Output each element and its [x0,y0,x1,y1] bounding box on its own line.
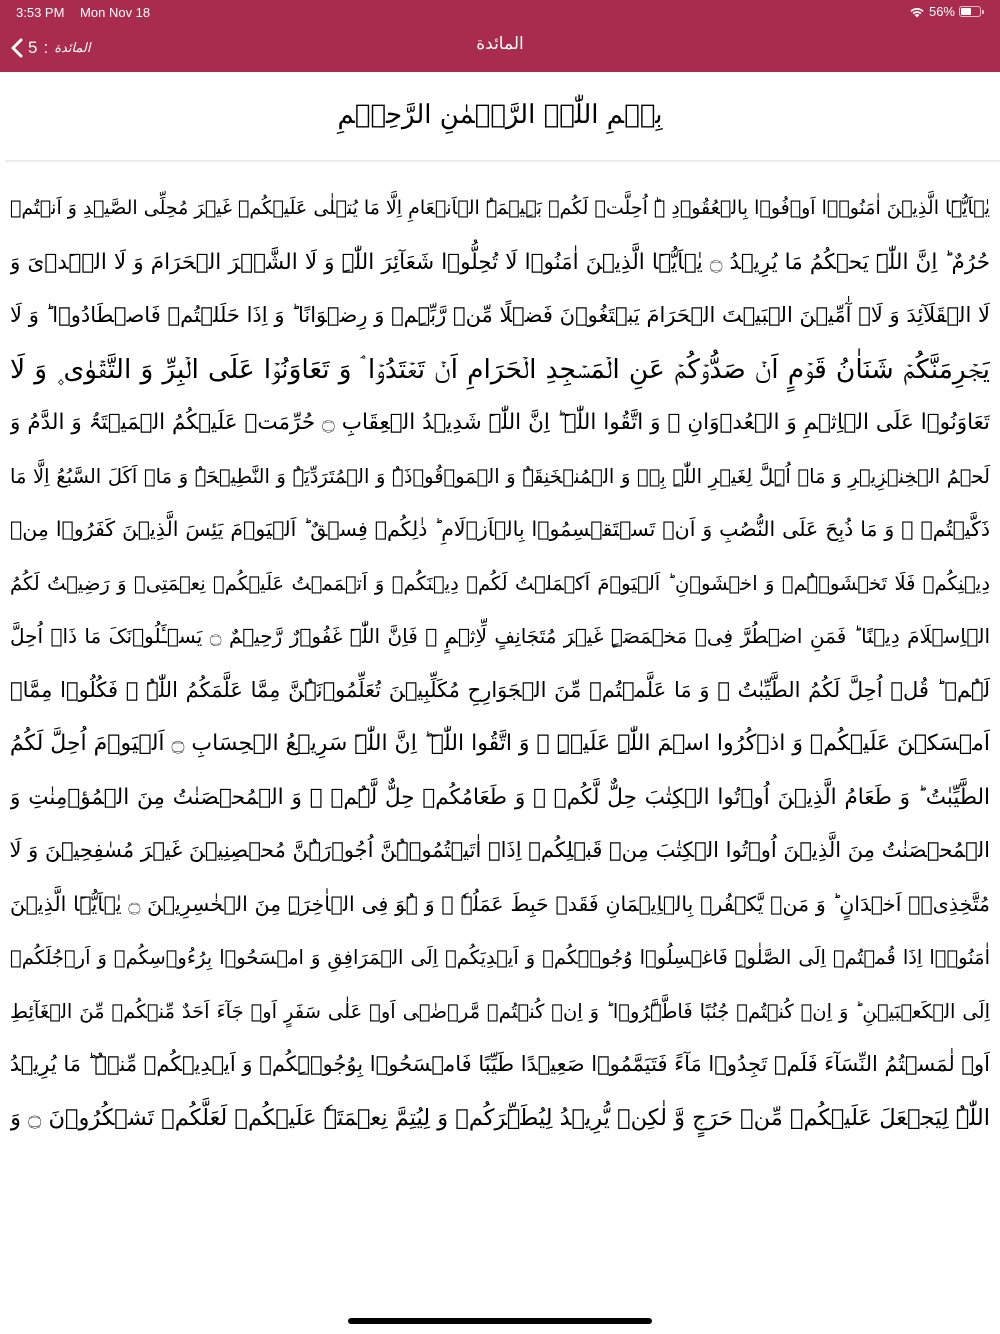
verse-line: الۡاِسۡلَامَ دِیۡنًا ؕ فَمَنِ اضۡطُرَّ فِیۡ مَخۡمَصَۃٍ غَیۡرَ مُتَجَانِفٍ لِّاِثۡمٍ ۙ فَاِنَّ اللّٰہَ غَفُوۡرٌ رَّحِیۡمٌ ۝ یَسۡـَٔلُوۡنَکَ مَا ذَاۤ اُحِلَّ [10,624,990,648]
nav-bar [0,24,1000,72]
verse-text [10,182,990,1145]
verse-line: دِیۡنِکُمۡ فَلَا تَخۡشَوۡہُمۡ وَ اخۡشَوۡنِ ؕ اَلۡیَوۡمَ اَکۡمَلۡتُ لَکُمۡ دِیۡنَکُمۡ وَ اَتۡمَمۡتُ عَلَیۡکُمۡ نِعۡمَتِیۡ وَ رَضِیۡتُ لَکُمُ [10,571,990,595]
verse-line: اَمۡسَکۡنَ عَلَیۡکُمۡ وَ اذۡکُرُوا اسۡمَ اللّٰہِ عَلَیۡہِ ۪ وَ اتَّقُوا اللّٰہَ ؕ اِنَّ اللّٰہَ سَرِیۡعُ الۡحِسَابِ ۝ اَلۡیَوۡمَ اُحِلَّ لَکُمُ [10,731,990,756]
verse-line: لَہُمۡ ؕ قُلۡ اُحِلَّ لَکُمُ الطَّیِّبٰتُ ۙ وَ مَا عَلَّمۡتُمۡ مِّنَ الۡجَوَارِحِ مُکَلِّبِیۡنَ تُعَلِّمُوۡنَہُنَّ مِمَّا عَلَّمَکُمُ اللّٰہُ ۫ فَکُلُوۡا مِمَّاۤ [10,677,990,702]
status-time: 3:53 PM [16,5,65,20]
divider [5,160,1000,162]
verse-line: لَا الۡقَلَآئِدَ وَ لَاۤ آٰمِّیۡنَ الۡبَیۡتَ الۡحَرَامَ یَبۡتَغُوۡنَ فَضۡلًا مِّنۡ رَّبِّہِمۡ وَ رِضۡوَانًا ؕ وَ اِذَا حَلَلۡتُمۡ فَاصۡطَادُوۡا ؕ وَ لَا [10,303,990,327]
back-surah-number: 5 [28,38,38,57]
verse-line: تَعَاوَنُوۡا عَلَی الۡاِثۡمِ وَ الۡعُدۡوَانِ ۪ وَ اتَّقُوا اللّٰہَ ؕ اِنَّ اللّٰہَ شَدِیۡدُ الۡعِقَابِ ۝ حُرِّمَتۡ عَلَیۡکُمُ الۡمَیۡتَۃُ وَ الدَّمُ وَ [10,410,990,435]
status-right [909,4,984,19]
verse-line: مُتَّخِذِیۡۤ اَخۡدَانٍ ؕ وَ مَنۡ یَّکۡفُرۡ بِالۡاِیۡمَانِ فَقَدۡ حَبِطَ عَمَلُہٗ ۫ وَ ہُوَ فِی الۡاٰخِرَۃِ مِنَ الۡخٰسِرِیۡنَ ۝ یٰۤاَیُّہَا الَّذِیۡنَ [10,891,990,916]
verse-line: الطَّیِّبٰتُ ؕ وَ طَعَامُ الَّذِیۡنَ اُوۡتُوا الۡکِتٰبَ حِلٌّ لَّکُمۡ ۪ وَ طَعَامُکُمۡ حِلٌّ لَّہُمۡ ۫ وَ الۡمُحۡصَنٰتُ مِنَ الۡمُؤۡمِنٰتِ وَ [10,784,990,810]
page-title: المائدة [476,34,524,54]
back-separator: : [43,38,49,57]
battery-fill [961,8,971,15]
verse-line: حُرُمٌ ؕ اِنَّ اللّٰہَ یَحۡکُمُ مَا یُرِیۡدُ ۝ یٰۤاَیُّہَا الَّذِیۡنَ اٰمَنُوۡا لَا تُحِلُّوۡا شَعَآئِرَ اللّٰہِ وَ لَا الشَّہۡرَ الۡحَرَامَ وَ لَا الۡہَدۡیَ وَ [10,249,990,275]
battery-tip [982,10,984,14]
verse-line: الۡمُحۡصَنٰتُ مِنَ الَّذِیۡنَ اُوۡتُوا الۡکِتٰبَ مِنۡ قَبۡلِکُمۡ اِذَاۤ اٰتَیۡتُمُوۡہُنَّ اُجُوۡرَہُنَّ مُحۡصِنِیۡنَ غَیۡرَ مُسٰفِحِیۡنَ وَ لَا [10,838,990,862]
verse-line: اَوۡ لٰمَسۡتُمُ النِّسَآءَ فَلَمۡ تَجِدُوۡا مَآءً فَتَیَمَّمُوۡا صَعِیۡدًا طَیِّبًا فَامۡسَحُوۡا بِوُجُوۡہِکُمۡ وَ اَیۡدِیۡکُمۡ مِّنۡہُ ؕ مَا یُرِیۡدُ [10,1052,990,1076]
verse-line: لَحۡمُ الۡخِنۡزِیۡرِ وَ مَاۤ اُہِلَّ لِغَیۡرِ اللّٰہِ بِہٖ وَ الۡمُنۡخَنِقَۃُ وَ الۡمَوۡقُوۡذَۃُ وَ الۡمُتَرَدِّیَۃُ وَ النَّطِیۡحَۃُ وَ مَاۤ اَکَلَ السَّبُعُ اِلَّا مَا [10,464,990,488]
app-header [0,0,1000,72]
verse-line: یَجۡرِمَنَّکُمۡ شَنَاٰنُ قَوۡمٍ اَنۡ صَدُّوۡکُمۡ عَنِ الۡمَسۡجِدِ الۡحَرَامِ اَنۡ تَعۡتَدُوۡا ۘ وَ تَعَاوَنُوۡا عَلَی الۡبِرِّ وَ التَّقۡوٰی ۪ وَ لَا [10,353,990,385]
verse-line: اِلَی الۡکَعۡبَیۡنِ ؕ وَ اِنۡ کُنۡتُمۡ جُنُبًا فَاطَّہَّرُوۡا ؕ وَ اِنۡ کُنۡتُمۡ مَّرۡضٰۤی اَوۡ عَلٰی سَفَرٍ اَوۡ جَآءَ اَحَدٌ مِّنۡکُمۡ مِّنَ الۡغَآئِطِ [10,999,990,1023]
battery-percent: 56% [928,4,955,19]
back-surah-name: المائدة [54,40,91,56]
home-indicator[interactable] [348,1318,652,1324]
status-left [16,5,162,20]
status-bar [0,0,1000,24]
verse-line: اللّٰہُ لِیَجۡعَلَ عَلَیۡکُمۡ مِّنۡ حَرَجٍ وَّ لٰکِنۡ یُّرِیۡدُ لِیُطَہِّرَکُمۡ وَ لِیُتِمَّ نِعۡمَتَہٗ عَلَیۡکُمۡ لَعَلَّکُمۡ تَشۡکُرُوۡنَ ۝ وَ [10,1104,990,1131]
verse-line: ذَکَّیۡتُمۡ ۟ وَ مَا ذُبِحَ عَلَی النُّصُبِ وَ اَنۡ تَسۡتَقۡسِمُوۡا بِالۡاَزۡلَامِ ؕ ذٰلِکُمۡ فِسۡقٌ ؕ اَلۡیَوۡمَ یَئِسَ الَّذِیۡنَ کَفَرُوۡا مِنۡ [10,517,990,541]
battery-icon [959,6,981,17]
status-date: Mon Nov 18 [80,5,151,20]
verse-line: اٰمَنُوۡۤا اِذَا قُمۡتُمۡ اِلَی الصَّلٰوۃِ فَاغۡسِلُوۡا وُجُوۡہَکُمۡ وَ اَیۡدِیَکُمۡ اِلَی الۡمَرَافِقِ وَ امۡسَحُوۡا بِرُءُوۡسِکُمۡ وَ اَرۡجُلَکُمۡ [10,946,990,969]
verse-line: یٰۤاَیُّہَا الَّذِیۡنَ اٰمَنُوۡۤا اَوۡفُوۡا بِالۡعُقُوۡدِ ۬ؕ اُحِلَّتۡ لَکُمۡ بَہِیۡمَۃُ الۡاَنۡعَامِ اِلَّا مَا یُتۡلٰی عَلَیۡکُمۡ غَیۡرَ مُحِلِّی الصَّیۡدِ وَ اَنۡتُمۡ [10,197,990,219]
wifi-icon [909,6,925,18]
bismillah: بِسۡمِ اللّٰہِ الرَّحۡمٰنِ الرَّحِیۡمِ [337,100,663,130]
